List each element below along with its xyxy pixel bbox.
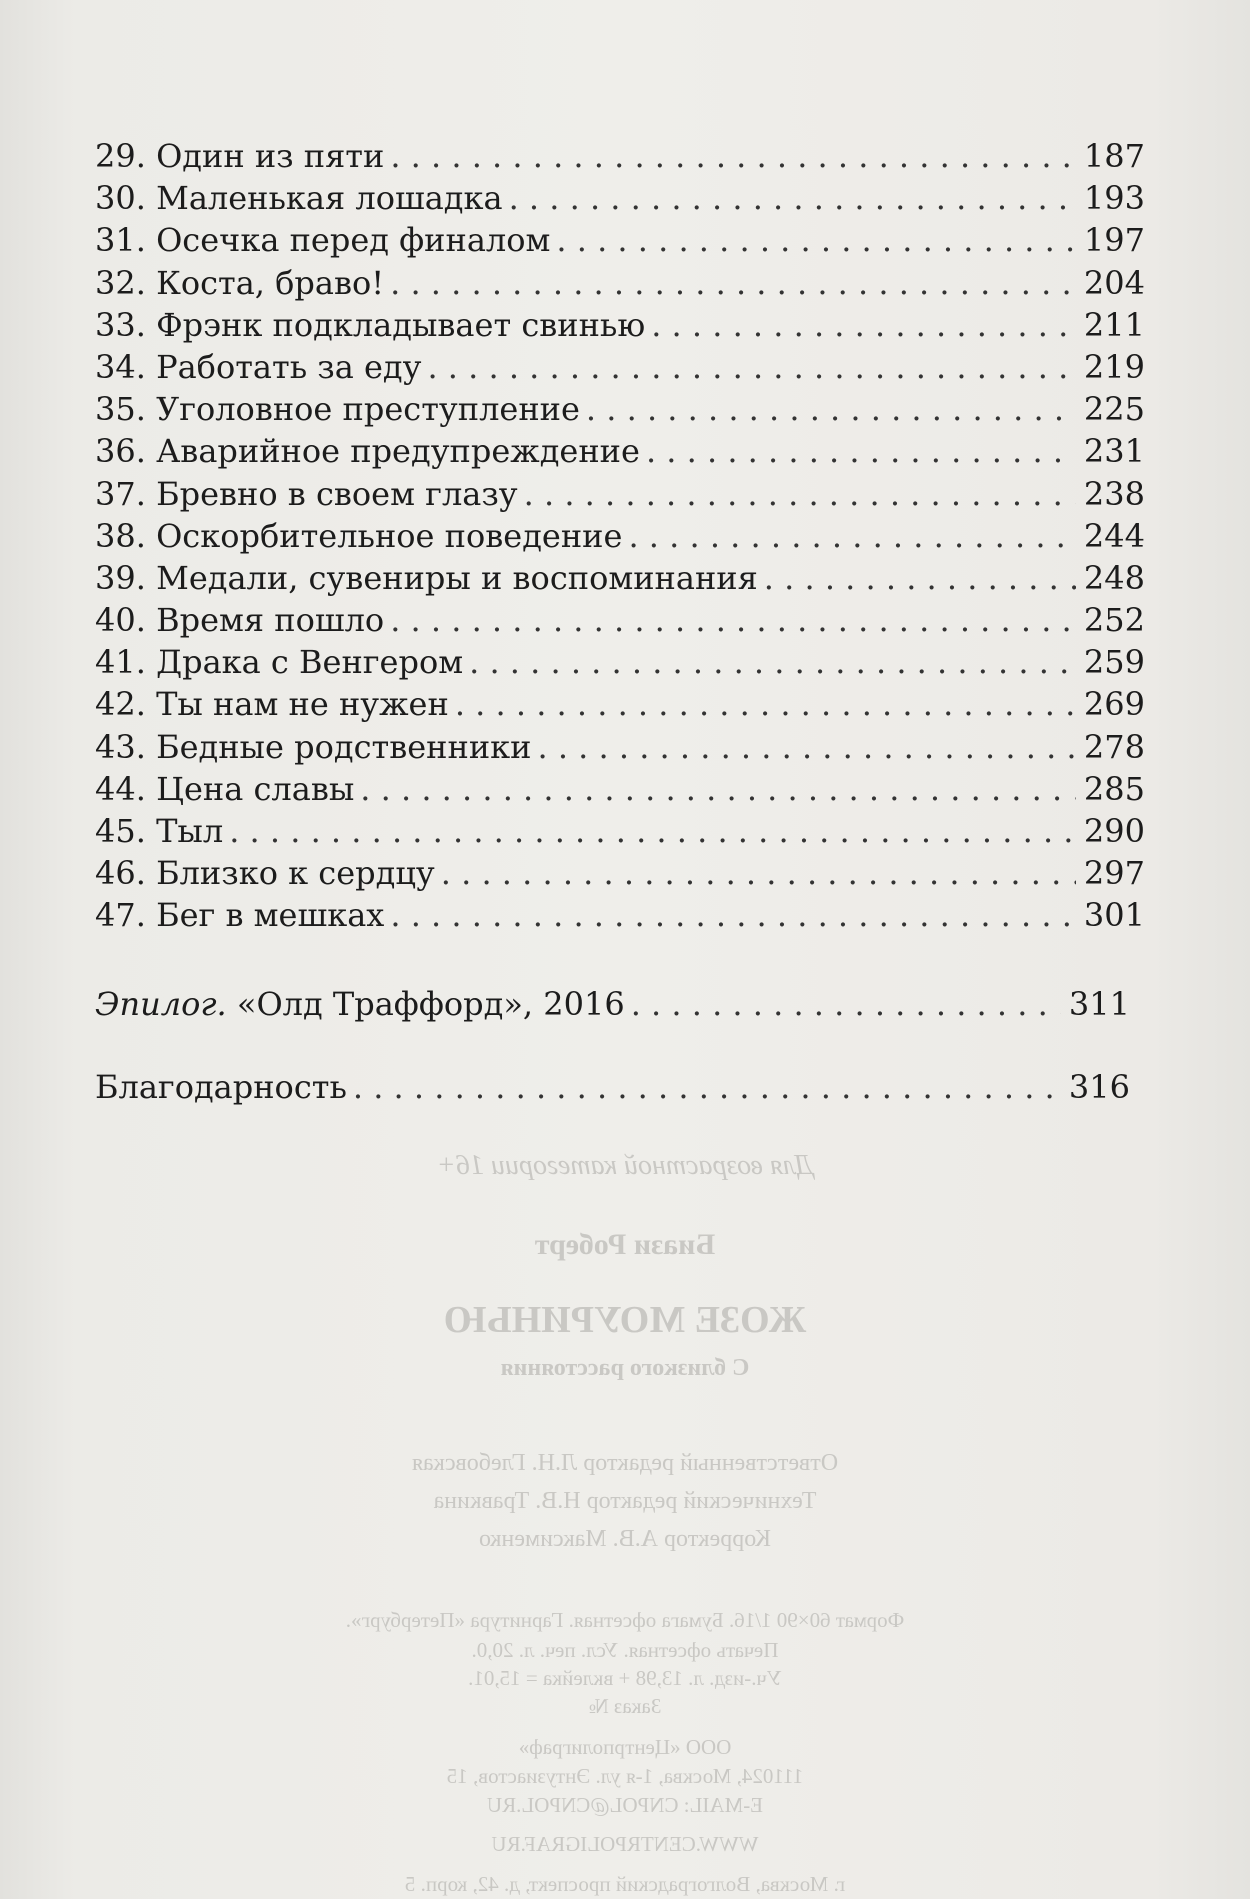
toc-entry [95, 852, 1145, 894]
dot-leader [509, 177, 1076, 219]
toc-entry [95, 768, 1145, 810]
dot-leader [631, 983, 1061, 1025]
toc-entry-title: 42. Ты нам не нужен [95, 685, 449, 724]
bleed-title: ЖОЗЕ МОУРИНЬЮ [443, 1299, 807, 1341]
bleed-order: Заказ № [588, 1694, 662, 1718]
toc-entry-title: 45. Тыл [95, 812, 224, 850]
toc-entry-title: 32. Коста, браво! [95, 263, 385, 302]
epilogue-label: «Олд Траффорд», 2016 [226, 985, 625, 1023]
toc-entry-page: 225 [1083, 390, 1145, 429]
dot-leader [646, 430, 1076, 472]
toc-entry-title: 31. Осечка перед финалом [95, 221, 551, 260]
toc-entry-page: 278 [1083, 727, 1145, 766]
bleed-format-3: Уч.-изд. л. 13,98 + вклейка = 15,01. [468, 1666, 782, 1690]
dot-leader [537, 726, 1075, 768]
dot-leader [390, 894, 1076, 936]
dot-leader [651, 304, 1076, 346]
dot-leader [764, 557, 1076, 599]
acknowledgements-page: 316 [1068, 1068, 1130, 1106]
toc-entry-title: 36. Аварийное предупреждение [95, 432, 640, 471]
dot-leader [390, 135, 1076, 177]
toc-entry [95, 388, 1145, 430]
toc-entry-title: 40. Время пошло [95, 601, 385, 640]
toc-entry [95, 304, 1145, 346]
toc-entry [95, 219, 1145, 261]
bleed-age: Для возрастной категории 16+ [437, 1150, 813, 1181]
toc-entry [95, 515, 1145, 557]
toc-entry-title: 34. Работать за еду [95, 347, 422, 386]
toc-entry-page: 248 [1083, 558, 1145, 597]
dot-leader [427, 346, 1075, 388]
toc-entry [95, 810, 1145, 852]
toc-entry [95, 683, 1145, 725]
dot-leader [441, 852, 1076, 894]
epilogue-prefix: Эпилог. [95, 985, 227, 1023]
toc-entry-title: 30. Маленькая лошадка [95, 179, 503, 218]
bleed-printer-1: ООО «Центрполиграф» [518, 1735, 732, 1759]
toc-entry-page: 238 [1083, 474, 1145, 513]
bleed-author: Биази Роберт [534, 1228, 716, 1261]
toc-entry-title: 41. Драка с Венгером [95, 643, 464, 682]
toc-entry-title: 38. Оскорбительное поведение [95, 516, 623, 555]
toc-entry-title: 33. Фрэнк подкладывает свинью [95, 305, 646, 344]
toc-entry-page: 269 [1083, 685, 1145, 724]
toc-entry-title: 29. Один из пяти [95, 137, 385, 175]
toc-entry-page: 197 [1083, 221, 1145, 260]
toc-entry-page: 244 [1083, 516, 1145, 555]
bleed-printer-3: E-MAIL: CNPOL@CNPOL.RU [487, 1793, 764, 1817]
toc-entry-page: 193 [1083, 179, 1145, 218]
dot-leader [390, 262, 1076, 304]
toc-entry [95, 430, 1145, 472]
acknowledgements-row [95, 1066, 1130, 1108]
toc-entry-page: 219 [1083, 347, 1145, 386]
toc-entry-title: 39. Медали, сувениры и воспоминания [95, 558, 758, 597]
bleed-printer-2: 111024, Москва, 1-я ул. Энтузиастов, 15 [446, 1764, 804, 1788]
toc-entry-title: 44. Цена славы [95, 769, 355, 808]
toc-entry [95, 473, 1145, 515]
toc-entry-title: 43. Бедные родственники [95, 727, 532, 766]
dot-leader [455, 683, 1076, 725]
toc-entry-page: 204 [1083, 263, 1145, 302]
dot-leader [524, 473, 1076, 515]
bleed-printer-5: г. Москва, Волгоградский проспект, д. 42, корп. 5 [404, 1872, 846, 1896]
bleed-editor: Ответственный редактор Л.Н. Глебовская [411, 1450, 839, 1476]
dot-leader [586, 388, 1076, 430]
bleed-subtitle: С близкого расстояния [500, 1355, 750, 1381]
toc-entry-title: 47. Бег в мешках [95, 896, 385, 935]
bleed-corrector: Корректор А.В. Максименко [479, 1526, 771, 1552]
toc-entry [95, 177, 1145, 219]
toc-entry [95, 262, 1145, 304]
toc-entry [95, 346, 1145, 388]
dot-leader [556, 219, 1076, 261]
toc-entry [95, 894, 1145, 936]
acknowledgements-label: Благодарность [95, 1068, 347, 1106]
toc-entry [95, 599, 1145, 641]
dot-leader [353, 1066, 1061, 1108]
toc-entry-page: 285 [1083, 769, 1145, 808]
toc-entry-page: 301 [1083, 896, 1145, 935]
toc-entry-page: 252 [1083, 601, 1145, 640]
bleed-format-2: Печать офсетная. Усл. печ. л. 20,0. [471, 1638, 779, 1662]
bleed-format-1: Формат 60×90 1/16. Бумага офсетная. Гарнитура «Петербург». [345, 1608, 905, 1632]
dot-leader [390, 599, 1076, 641]
bleed-tech-editor: Технический редактор Н.В. Травкина [433, 1488, 817, 1514]
dot-leader [469, 641, 1076, 683]
table-of-contents [95, 135, 1145, 937]
epilogue-title [95, 983, 625, 1025]
epilogue-row [95, 983, 1130, 1025]
toc-entry-title: 46. Близко к сердцу [95, 854, 435, 893]
dot-leader [229, 810, 1076, 852]
bleed-printer-4: WWW.CENTRPOLIGRAF.RU [491, 1832, 759, 1856]
toc-entry-page: 297 [1083, 854, 1145, 893]
toc-entry-page: 231 [1083, 432, 1145, 471]
toc-entry [95, 135, 1145, 177]
toc-entry-page: 211 [1083, 305, 1145, 344]
toc-entry-page: 259 [1083, 643, 1145, 682]
dot-leader [628, 515, 1075, 557]
toc-entry [95, 726, 1145, 768]
toc-entry-title: 35. Уголовное преступление [95, 390, 580, 429]
toc-entry [95, 641, 1145, 683]
toc-entry-page: 290 [1083, 812, 1145, 850]
dot-leader [360, 768, 1076, 810]
toc-entry-title: 37. Бревно в своем глазу [95, 474, 518, 513]
epilogue-page: 311 [1068, 985, 1130, 1023]
toc-entry [95, 557, 1145, 599]
toc-entry-page: 187 [1083, 137, 1145, 175]
